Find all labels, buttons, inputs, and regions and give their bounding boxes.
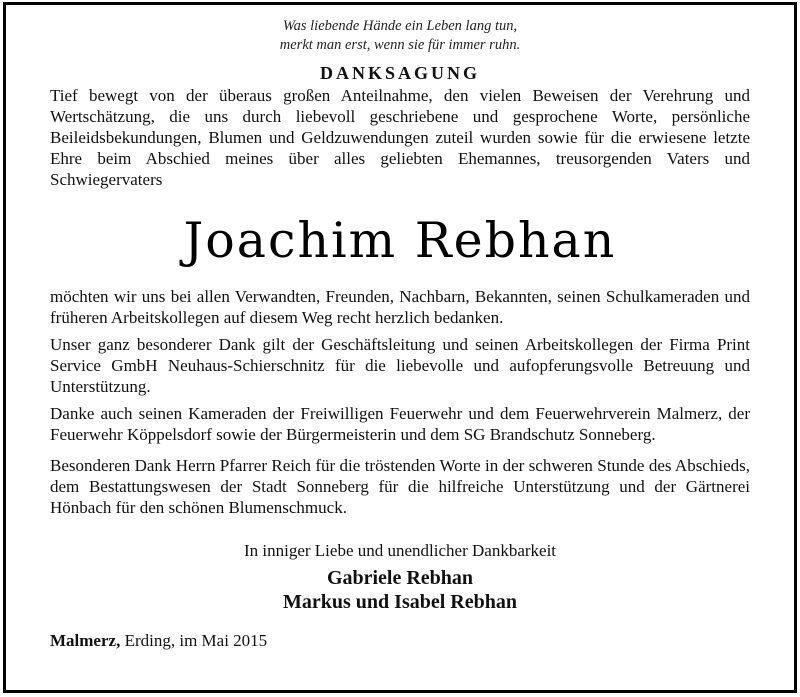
firebrigade-paragraph: Danke auch seinen Kameraden der Freiwilligen Feuerwehr und dem Feuerwehrverein Malmerz, der Feuerwehr Köppelsdorf sowie der Bürgermeisterin und dem SG Brandschutz Sonneberg. <box>50 404 750 444</box>
heading: DANKSAGUNG <box>319 63 480 83</box>
obituary-notice <box>3 2 797 693</box>
signer-1: Gabriele Rebhan <box>326 567 474 589</box>
motto-line-2: merkt man erst, wenn sie für immer ruhn. <box>279 37 521 53</box>
closing-line: In inniger Liebe und unendlicher Dankbarkeit <box>243 541 557 560</box>
place-rest: Erding, im Mai 2015 <box>120 631 268 650</box>
intro-paragraph: Tief bewegt von der überaus großen Anteilnahme, den vielen Beweisen der Verehrung und Wertschätzung, die uns durch liebevoll geschriebene und gesprochene Worte, persönliche Beileidsbekundungen, Blumen und Geldzuwendungen zuteil wurden sowie für die erwiesene letzte Ehre beim Abschied meines über alles geliebten Ehemannes, treusorgenden Vaters und Schwiegervaters <box>50 86 750 189</box>
thanks-paragraph: möchten wir uns bei allen Verwandten, Freunden, Nachbarn, Bekannten, seinen Schulkameraden und früheren Arbeitskollegen auf diesem Weg recht herzlich bedanken. <box>50 287 750 327</box>
company-paragraph: Unser ganz besonderer Dank gilt der Geschäftsleitung und seinen Arbeitskollegen der Firma Print Service GmbH Neuhaus-Schierschnitz für die liebevolle und aufopferungsvolle Betreuung und Unterstützung. <box>50 335 750 396</box>
motto-line-1: Was liebende Hände ein Leben lang tun, <box>282 18 518 34</box>
signer-2: Markus und Isabel Rebhan <box>283 591 517 613</box>
signers <box>50 566 750 614</box>
pastor-paragraph: Besonderen Dank Herrn Pfarrer Reich für die tröstenden Worte in der schweren Stunde des Abschieds, dem Bestattungswesen der Stadt Sonneberg für die hilfreiche Unterstützung und der Gärtnerei Hönbach für den schönen Blumenschmuck. <box>50 456 750 517</box>
motto <box>50 17 750 55</box>
place-date <box>50 630 750 652</box>
deceased-name: Joachim Rebhan <box>183 212 617 269</box>
place-primary: Malmerz, <box>50 631 121 650</box>
